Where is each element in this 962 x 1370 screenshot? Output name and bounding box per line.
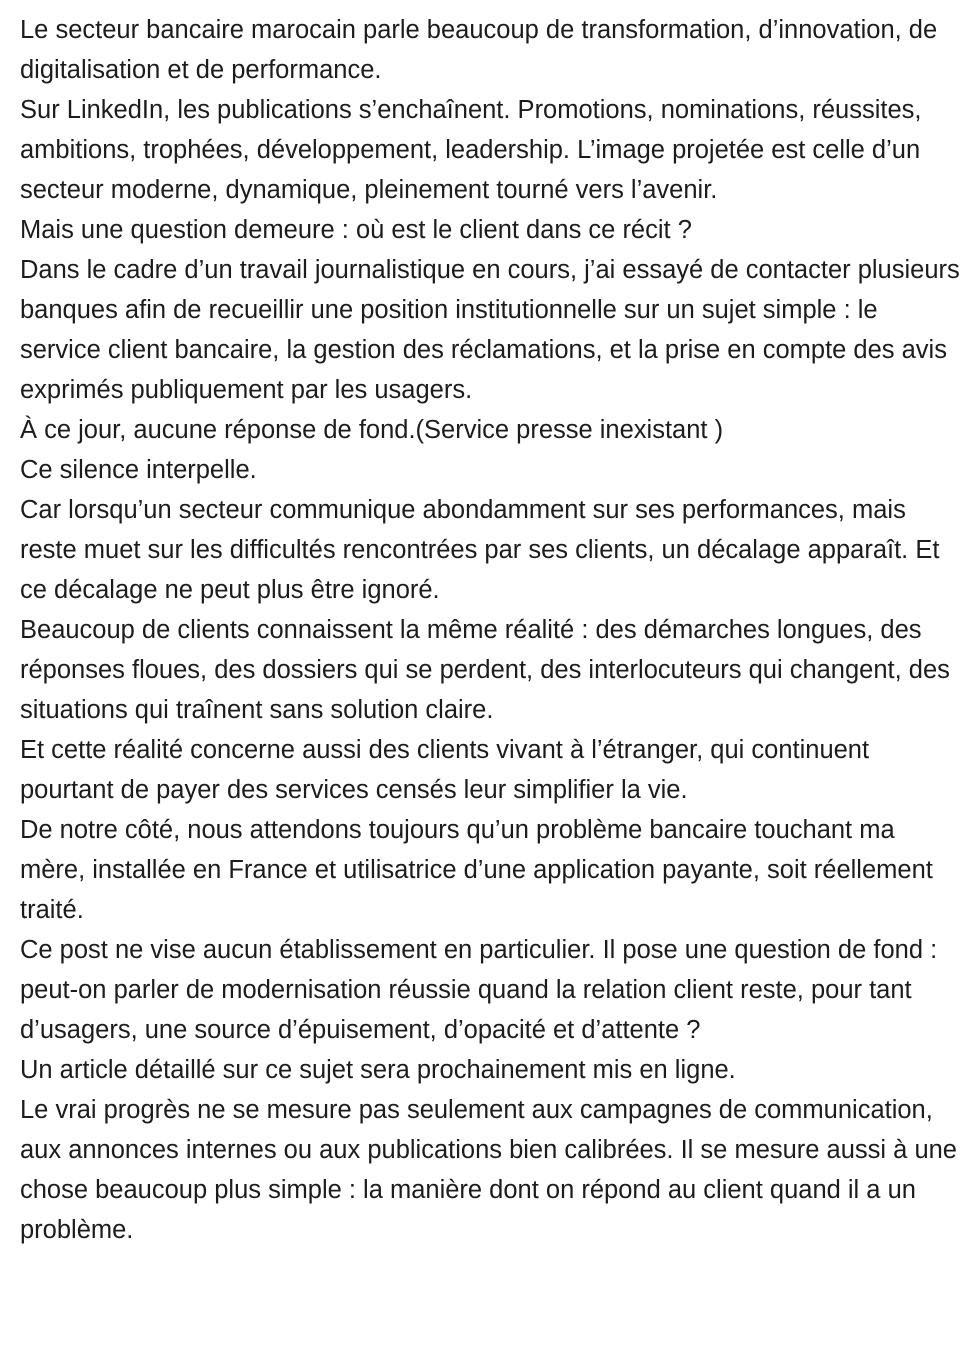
post-paragraph: Sur LinkedIn, les publications s’enchaînent. Promotions, nominations, réussites, ambitions, trophées, développement, leadership. L’image projetée est celle d’un secteur moderne, dynamique, pleinement tourné vers l’avenir. (20, 96, 922, 204)
post-body (20, 10, 962, 1250)
post-paragraph: Ce post ne vise aucun établissement en particulier. Il pose une question de fond : peut-on parler de modernisation réussie quand la relation client reste, pour tant d’usagers, une source d’épuisement, d’opacité et d’attente ? (20, 936, 938, 1044)
post-paragraph: Ce silence interpelle. (20, 456, 257, 484)
post-paragraph: Beaucoup de clients connaissent la même réalité : des démarches longues, des réponses floues, des dossiers qui se perdent, des interlocuteurs qui changent, des situations qui traînent sans solution claire. (20, 616, 950, 724)
post-paragraph: Car lorsqu’un secteur communique abondamment sur ses performances, mais reste muet sur les difficultés rencontrées par ses clients, un décalage apparaît. Et ce décalage ne peut plus être ignoré. (20, 496, 940, 604)
post-paragraph: Et cette réalité concerne aussi des clients vivant à l’étranger, qui continuent pourtant de payer des services censés leur simplifier la vie. (20, 736, 870, 804)
post-paragraph: Un article détaillé sur ce sujet sera prochainement mis en ligne. (20, 1056, 736, 1084)
post-paragraph: Le vrai progrès ne se mesure pas seulement aux campagnes de communication, aux annonces internes ou aux publications bien calibrées. Il se mesure aussi à une chose beaucoup plus simple : la manière dont on répond au client quand il a un problème. (20, 1096, 957, 1244)
post-paragraph: Le secteur bancaire marocain parle beaucoup de transformation, d’innovation, de digitalisation et de performance. (20, 16, 938, 84)
post-paragraph: De notre côté, nous attendons toujours qu’un problème bancaire touchant ma mère, installée en France et utilisatrice d’une application payante, soit réellement traité. (20, 816, 933, 924)
post-paragraph: Mais une question demeure : où est le client dans ce récit ? (20, 216, 692, 244)
post-paragraph: Dans le cadre d’un travail journalistique en cours, j’ai essayé de contacter plusieurs banques afin de recueillir une position institutionnelle sur un sujet simple : le service client bancaire, la gestion des réclamations, et la prise en compte des avis exprimés publiquement par les usagers. (20, 256, 960, 404)
post-paragraph: À ce jour, aucune réponse de fond.(Service presse inexistant ) (20, 416, 724, 444)
